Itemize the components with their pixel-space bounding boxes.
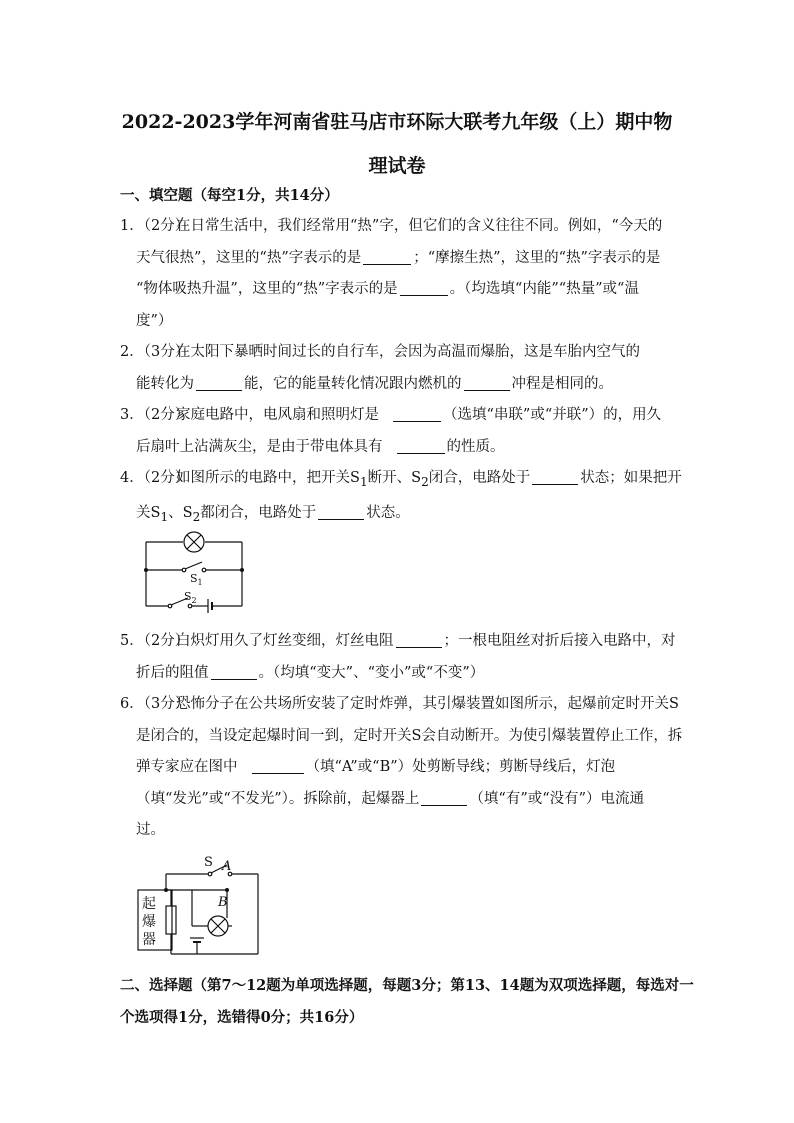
subscript: 1 — [359, 474, 368, 489]
question-text: 状态；如果把开 — [580, 470, 682, 486]
question-5 — [120, 626, 680, 689]
answer-blank[interactable] — [211, 664, 257, 680]
circuit-diagram-q4 — [138, 528, 250, 614]
answer-blank[interactable] — [318, 505, 364, 521]
answer-blank[interactable] — [421, 790, 467, 806]
question-text: 冲程是相同的。 — [511, 375, 613, 392]
question-text: （填“有”或“没有”）电流通 — [469, 790, 645, 807]
question-number: 4．（2分） — [120, 470, 190, 486]
question-1 — [120, 211, 680, 337]
question-text: 都闭合，电路处于 — [200, 505, 317, 522]
question-text: “物体吸热升温”，这里的“热”字表示的是 — [136, 281, 398, 297]
question-text: 。（均填“变大”、“变小”或“不变”） — [258, 664, 485, 681]
label-point-b: B — [218, 895, 228, 910]
question-6 — [120, 689, 683, 847]
exam-title — [100, 100, 694, 188]
question-text: 。（均选填“内能”“热量”或“温 — [449, 281, 639, 297]
detonator-char-2: 爆 — [142, 914, 156, 930]
question-text: 关S — [136, 505, 161, 522]
question-text: 后扇叶上沾满灰尘，是由于带电体具有 — [136, 438, 383, 455]
question-text: 如图所示的电路中，把开关S — [176, 470, 360, 486]
question-text: ；一根电阻丝对折后接入电路中，对 — [443, 633, 676, 649]
battery-icon — [208, 599, 212, 613]
answer-blank[interactable] — [363, 249, 411, 265]
detonator-char-3: 器 — [142, 932, 156, 948]
question-text: 折后的阻值 — [136, 664, 209, 681]
question-text: （填“发光”或“不发光”）。拆除前，起爆器上 — [136, 790, 420, 807]
answer-blank[interactable] — [196, 375, 242, 391]
detonator-char-1: 起 — [142, 896, 156, 912]
question-number: 2．（3分） — [120, 344, 190, 360]
answer-blank[interactable] — [393, 407, 441, 423]
detonator-circuit-diagram — [132, 852, 264, 960]
question-text: （填“A”或“B”）处剪断导线；剪断导线后，灯泡 — [305, 759, 616, 775]
question-text: ；“摩擦生热”，这里的“热”字表示的是 — [413, 249, 661, 266]
title-line-2: 理试卷 — [368, 155, 426, 177]
question-text: 过。 — [136, 822, 165, 838]
question-text: 弹专家应在图中 — [136, 759, 238, 775]
question-text: 白炽灯用久了灯丝变细，灯丝电阻 — [176, 633, 394, 649]
answer-blank[interactable] — [464, 375, 510, 391]
label-switch-s: S — [204, 855, 213, 870]
question-text: 断开、S — [367, 470, 422, 486]
section-2-heading-line-1: 二、选择题（第7～12题为单项选择题，每题3分；第13、14题为双项选择题，每选对一 — [120, 977, 694, 994]
section-2-heading — [120, 970, 694, 1034]
question-4 — [120, 463, 680, 534]
answer-blank[interactable] — [252, 759, 304, 775]
question-number: 5．（2分） — [120, 633, 190, 649]
question-text: （选填“串联”或“并联”）的，用久 — [443, 407, 662, 423]
lamp-icon — [208, 916, 228, 936]
lamp-icon — [184, 532, 204, 552]
question-text: 能，它的能量转化情况跟内燃机的 — [244, 375, 462, 392]
question-text: 、S — [168, 505, 193, 522]
question-text: 能转化为 — [136, 375, 194, 392]
question-text: 在太阳下暴晒时间过长的自行车，会因为高温而爆胎，这是车胎内空气的 — [176, 344, 640, 360]
answer-blank[interactable] — [396, 633, 442, 649]
answer-blank[interactable] — [400, 281, 448, 297]
question-text: 家庭电路中，电风扇和照明灯是 — [176, 407, 379, 423]
title-line-1: 2022-2023学年河南省驻马店市环际大联考九年级（上）期中物 — [121, 111, 673, 133]
label-s1: $S_1$ — [190, 572, 203, 587]
section-1-heading: 一、填空题（每空1分，共14分） — [120, 187, 339, 204]
subscript: 2 — [421, 474, 429, 489]
answer-blank[interactable] — [397, 438, 445, 454]
question-text: 天气很热”，这里的“热”字表示的是 — [136, 249, 362, 266]
question-number: 6．（3分） — [120, 696, 190, 712]
question-text: 在日常生活中，我们经常用“热”字，但它们的含义往往不同。例如，“今天的 — [176, 218, 663, 234]
question-number: 1．（2分） — [120, 218, 190, 234]
question-text: 闭合，电路处于 — [428, 470, 531, 486]
subscript: 2 — [192, 510, 201, 525]
question-2 — [120, 337, 680, 400]
answer-blank[interactable] — [532, 470, 578, 486]
section-2-heading-line-2: 个选项得1分，选错得0分；共16分） — [120, 1009, 364, 1026]
question-3 — [120, 400, 680, 463]
question-number: 3．（2分） — [120, 407, 190, 423]
battery-icon — [190, 938, 204, 942]
label-s2: $S_2$ — [184, 590, 197, 605]
question-text: 状态。 — [366, 505, 410, 522]
question-text: 度”） — [136, 312, 173, 329]
question-text: 恐怖分子在公共场所安装了定时炸弹，其引爆装置如图所示，起爆前定时开关S — [176, 696, 679, 712]
question-text: 的性质。 — [446, 438, 505, 455]
label-point-a: A — [222, 859, 232, 874]
question-text: 是闭合的，当设定起爆时间一到，定时开关S会自动断开。为使引爆装置停止工作，拆 — [136, 727, 683, 744]
switch-s1-icon — [182, 562, 206, 572]
subscript: 1 — [160, 510, 169, 525]
